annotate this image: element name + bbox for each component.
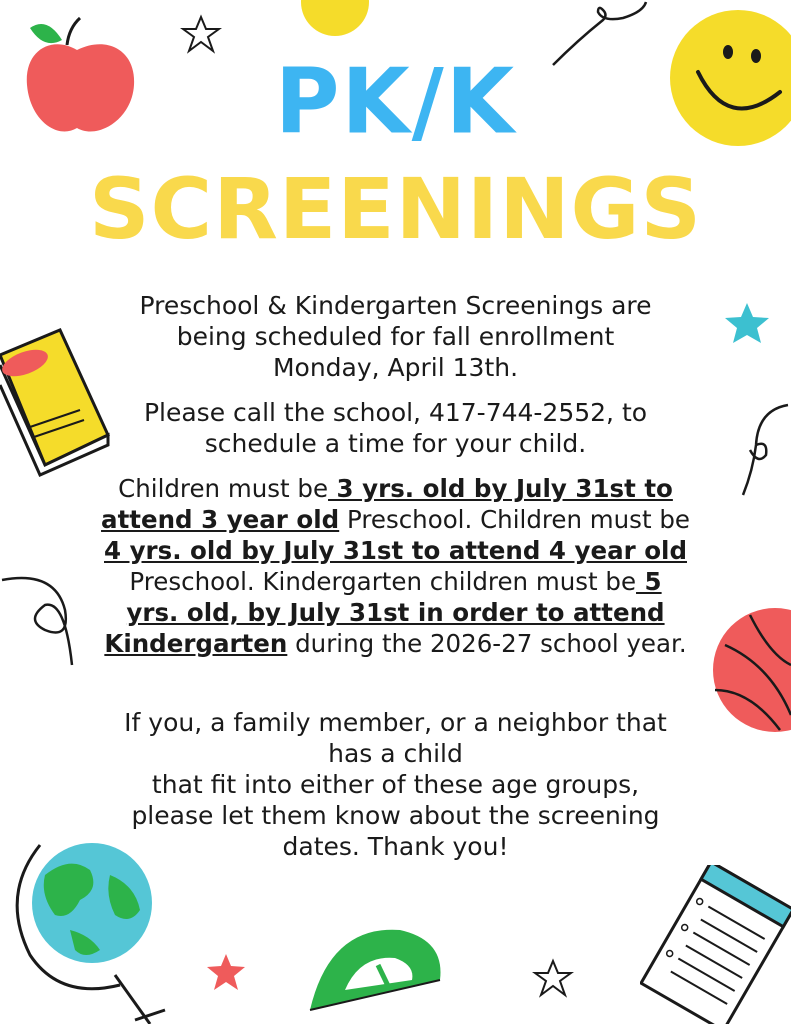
red-star-icon [205, 952, 247, 992]
text-line: dates. Thank you! [282, 832, 509, 861]
requirement-4yr: 4 yrs. old by July 31st to attend 4 year old [104, 536, 687, 565]
teal-star-icon [722, 300, 772, 346]
requirement-3yr: 3 yrs. old by July 31st to attend 3 year old [101, 474, 673, 534]
title-screenings: SCREENINGS [89, 160, 702, 258]
paragraph-age-requirements [100, 473, 691, 659]
loop-icon [738, 400, 791, 500]
text-line: being scheduled for fall enrollment [176, 322, 615, 351]
text-segment: Children must be [118, 474, 329, 503]
requirement-kindergarten: 5 yrs. old, by July 31st in order to attend Kindergarten [104, 567, 665, 658]
text-line: Monday, April 13th. [272, 353, 519, 382]
book-icon [0, 325, 112, 480]
star-outline-icon [532, 958, 574, 998]
text-segment: Preschool. Children must be [339, 505, 690, 534]
text-line: has a child [328, 739, 463, 768]
basketball-icon [710, 605, 791, 735]
text-line: schedule a time for your child. [204, 429, 587, 458]
title-pk-k: PK/K [274, 48, 517, 155]
text-line: If you, a family member, or a neighbor that [124, 708, 667, 737]
squiggle-icon [0, 570, 80, 670]
text-line: Preschool & Kindergarten Screenings are [139, 291, 652, 320]
paragraph-schedule [100, 290, 691, 383]
text-segment: Preschool. Kindergarten children must be [129, 567, 637, 596]
text-segment: during the 2026-27 school year. [287, 629, 687, 658]
text-line: that fit into either of these age groups, [151, 770, 640, 799]
text-line: Please call the school, 417-744-2552, to [143, 398, 648, 427]
paragraph-share [100, 707, 691, 862]
notepad-icon [640, 865, 791, 1024]
sun-circle-icon [300, 0, 370, 40]
globe-icon [10, 835, 170, 1024]
paragraph-call [100, 397, 691, 459]
text-line: please let them know about the screening [131, 801, 660, 830]
protractor-icon [300, 910, 450, 1024]
